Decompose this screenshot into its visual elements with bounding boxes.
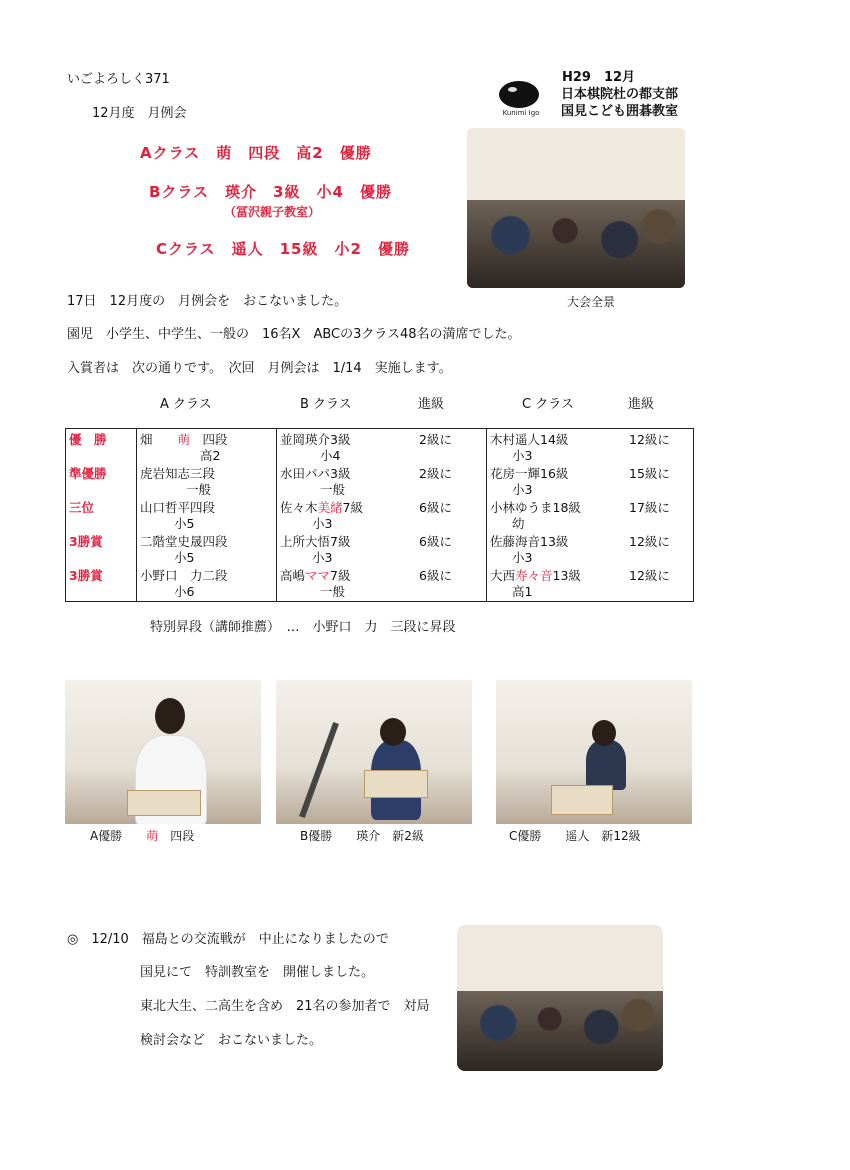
c-winner-photo — [496, 680, 692, 824]
c-class-name: 花房一輝16級 — [490, 466, 569, 481]
issue-title: いごよろしく371 — [67, 72, 170, 87]
b-winner-caption: B優勝 瑛介 新2級 — [300, 829, 424, 843]
kunimi-igo-logo-icon — [499, 81, 539, 108]
event-line-2: 国見にて 特訓教室を 開催しました。 — [140, 965, 375, 980]
tournament-photo-caption: 大会全景 — [567, 295, 616, 309]
c-promotion: 12級に — [629, 568, 670, 583]
b-class-name: 高嶋ママ7級 — [280, 568, 351, 583]
b-promotion: 6級に — [419, 500, 452, 515]
c-grade: 高1 — [512, 584, 533, 599]
event-line-4: 検討会など おこないました。 — [140, 1033, 323, 1048]
a-winner-caption: A優勝 萌 四段 — [90, 829, 195, 843]
c-promotion: 12級に — [629, 534, 670, 549]
place-label: 優 勝 — [69, 432, 107, 447]
place-label: 準優勝 — [69, 466, 107, 481]
c-grade: 小3 — [512, 482, 533, 497]
winner-c: Cクラス 遥人 15級 小2 優勝 — [156, 240, 410, 258]
b-grade: 小3 — [312, 516, 333, 531]
c-promotion: 17級に — [629, 500, 670, 515]
training-session-photo — [457, 925, 663, 1071]
a-class-name: 虎岩知志三段 — [140, 466, 216, 481]
b-class-name: 並岡瑛介3級 — [280, 432, 351, 447]
b-grade: 小3 — [312, 550, 333, 565]
monthly-title: 12月度 月例会 — [92, 106, 187, 121]
a-class-winner: 畑 萌 四段 — [140, 432, 228, 447]
header-c-promotion: 進級 — [628, 397, 655, 412]
tournament-overview-photo — [467, 128, 685, 288]
header-b-class: B クラス — [300, 397, 352, 412]
c-class-name: 佐藤海音13級 — [490, 534, 569, 549]
a-grade: 小6 — [174, 584, 195, 599]
b-class-note: （冨沢親子教室） — [224, 205, 321, 219]
b-class-name: 佐々木美緒7級 — [280, 500, 363, 515]
b-winner-photo — [276, 680, 472, 824]
c-class-name: 小林ゆうま18級 — [490, 500, 581, 515]
date-label: H29 12月 — [562, 70, 636, 85]
b-grade: 一般 — [320, 584, 346, 599]
a-class-name: 二階堂史晟四段 — [140, 534, 228, 549]
c-class-name: 木村遥人14級 — [490, 432, 569, 447]
c-winner-caption: C優勝 遥人 新12級 — [509, 829, 641, 843]
place-label: 3勝賞 — [69, 534, 103, 549]
a-class-name: 山口哲平四段 — [140, 500, 216, 515]
c-grade: 幼 — [512, 516, 525, 531]
b-grade: 一般 — [320, 482, 346, 497]
b-class-name: 水田パパ3級 — [280, 466, 351, 481]
a-winner-photo — [65, 680, 261, 824]
a-grade: 小5 — [174, 550, 195, 565]
header-a-class: A クラス — [160, 397, 212, 412]
header-c-class: C クラス — [522, 397, 574, 412]
a-grade: 小5 — [174, 516, 195, 531]
place-label: 三位 — [69, 500, 95, 515]
org-name-2: 国見こども囲碁教室 — [561, 104, 679, 119]
place-label: 3勝賞 — [69, 568, 103, 583]
org-name-1: 日本棋院杜の都支部 — [561, 87, 679, 102]
winner-a: Aクラス 萌 四段 高2 優勝 — [140, 144, 372, 162]
special-promotion: 特別昇段（講師推薦） … 小野口 力 三段に昇段 — [150, 620, 456, 635]
a-grade: 一般 — [186, 482, 212, 497]
a-class-name: 小野口 力二段 — [140, 568, 228, 583]
winner-b: Bクラス 瑛介 3級 小4 優勝 — [149, 183, 392, 201]
b-class-name: 上所大悟7級 — [280, 534, 351, 549]
event-line-3: 東北大生、二高生を含め 21名の参加者で 対局 — [140, 999, 430, 1014]
b-promotion: 6級に — [419, 568, 452, 583]
c-grade: 小3 — [512, 448, 533, 463]
c-grade: 小3 — [512, 550, 533, 565]
report-line-1: 17日 12月度の 月例会を おこないました。 — [67, 294, 348, 309]
results-table — [65, 428, 694, 602]
b-promotion: 2級に — [419, 432, 452, 447]
c-class-name: 大西寿々音13級 — [490, 568, 581, 583]
report-line-2: 園児 小学生、中学生、一般の 16名X ABCの3クラス48名の満席でした。 — [67, 327, 521, 342]
b-grade: 小4 — [320, 448, 341, 463]
report-line-3: 入賞者は 次の通りです。 次回 月例会は 1/14 実施します。 — [67, 361, 452, 376]
c-promotion: 12級に — [629, 432, 670, 447]
event-line-1: ◎ 12/10 福島との交流戦が 中止になりましたので — [67, 932, 389, 947]
a-grade: 高2 — [200, 448, 221, 463]
b-promotion: 6級に — [419, 534, 452, 549]
header-b-promotion: 進級 — [418, 397, 445, 412]
logo-caption: Kunimi Igo — [502, 109, 540, 117]
b-promotion: 2級に — [419, 466, 452, 481]
c-promotion: 15級に — [629, 466, 670, 481]
